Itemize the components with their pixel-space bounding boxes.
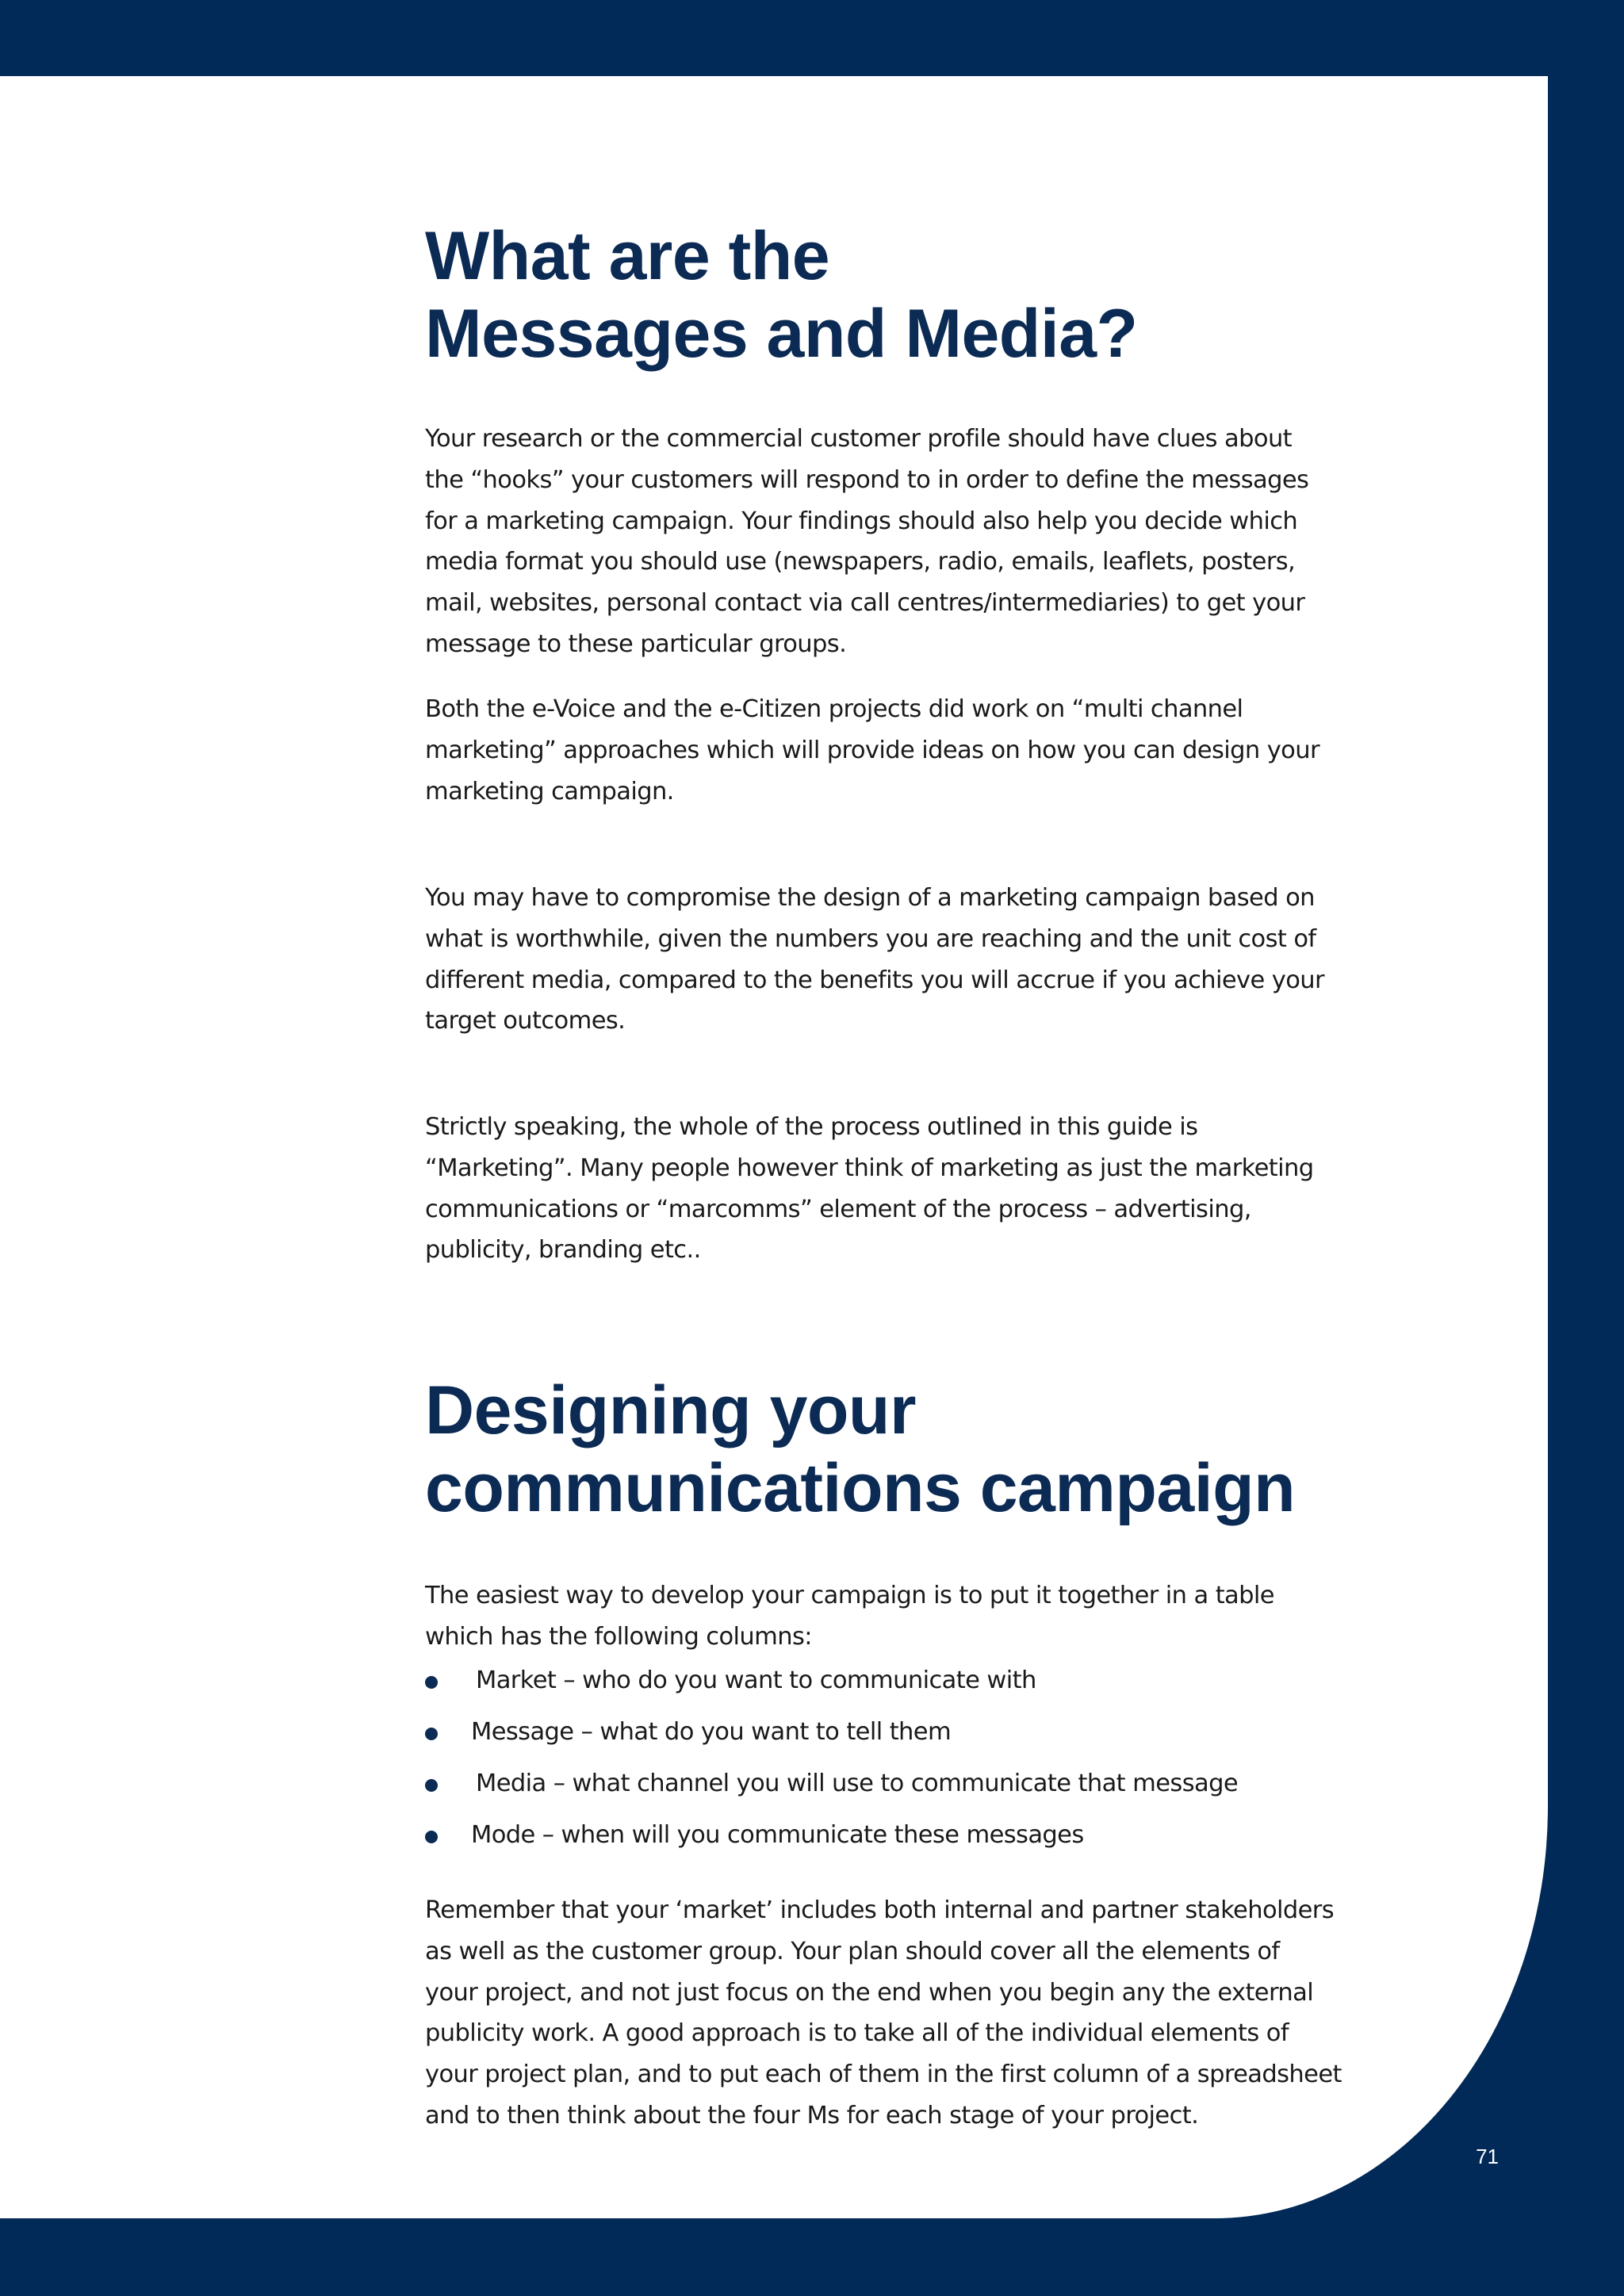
text-line: Your research or the commercial customer profile should have clues about bbox=[425, 425, 1293, 453]
heading-line: Designing your bbox=[425, 1372, 916, 1448]
list-item-text: Mode – when will you communicate these messages bbox=[471, 1821, 1084, 1849]
text-line: which has the following columns: bbox=[425, 1622, 812, 1651]
heading-line: Messages and Media? bbox=[425, 296, 1138, 372]
paragraph-market-stakeholders bbox=[425, 1890, 1342, 2137]
text-line: for a marketing campaign. Your findings should also help you decide which bbox=[425, 507, 1298, 535]
heading-line: communications campaign bbox=[425, 1450, 1296, 1526]
paragraph-marketing-definition bbox=[425, 1107, 1314, 1271]
bullet-icon bbox=[425, 1779, 438, 1792]
paragraph-research-hooks bbox=[425, 419, 1308, 665]
bullet-icon bbox=[425, 1676, 438, 1689]
text-line: your project, and not just focus on the end when you begin any the external bbox=[425, 1978, 1314, 2007]
text-line: marketing” approaches which will provide ideas on how you can design your bbox=[425, 736, 1320, 764]
heading-designing-campaign bbox=[425, 1372, 1295, 1527]
text-line: communications or “marcomms” element of the process – advertising, bbox=[425, 1195, 1251, 1223]
text-line: different media, compared to the benefits you will accrue if you achieve your bbox=[425, 966, 1324, 994]
text-line: “Marketing”. Many people however think of marketing as just the marketing bbox=[425, 1154, 1314, 1182]
text-line: marketing campaign. bbox=[425, 777, 674, 806]
list-item-text: Media – what channel you will use to communicate that message bbox=[476, 1770, 1239, 1797]
bullet-icon bbox=[425, 1728, 438, 1740]
text-line: Strictly speaking, the whole of the process outlined in this guide is bbox=[425, 1113, 1198, 1141]
text-line: the “hooks” your customers will respond to in order to define the messages bbox=[425, 465, 1309, 494]
paragraph-campaign-table-intro bbox=[425, 1575, 1274, 1658]
paragraph-multi-channel bbox=[425, 689, 1320, 812]
text-line: what is worthwhile, given the numbers you are reaching and the unit cost of bbox=[425, 924, 1316, 953]
bullet-icon bbox=[425, 1831, 438, 1843]
text-line: and to then think about the four Ms for each stage of your project. bbox=[425, 2101, 1199, 2130]
text-line: publicity work. A good approach is to take all of the individual elements of bbox=[425, 2019, 1289, 2048]
text-line: media format you should use (newspapers, radio, emails, leaflets, posters, bbox=[425, 548, 1296, 576]
text-line: Both the e-Voice and the e-Citizen projects did work on “multi channel bbox=[425, 695, 1243, 723]
heading-line: What are the bbox=[425, 218, 830, 294]
text-line: as well as the customer group. Your plan should cover all the elements of bbox=[425, 1937, 1280, 1965]
text-line: You may have to compromise the design of a marketing campaign based on bbox=[425, 884, 1315, 912]
text-line: Remember that your ‘market’ includes both internal and partner stakeholders bbox=[425, 1896, 1335, 1924]
text-line: target outcomes. bbox=[425, 1007, 626, 1035]
list-item-text: Market – who do you want to communicate with bbox=[476, 1667, 1036, 1694]
text-line: mail, websites, personal contact via call centres/intermediaries) to get your bbox=[425, 589, 1305, 618]
text-line: message to these particular groups. bbox=[425, 629, 847, 658]
heading-messages-and-media bbox=[425, 217, 1138, 373]
text-line: publicity, branding etc.. bbox=[425, 1236, 701, 1265]
text-line: your project plan, and to put each of them in the first column of a spreadsheet bbox=[425, 2061, 1342, 2089]
text-line: The easiest way to develop your campaign is to put it together in a table bbox=[425, 1582, 1274, 1609]
list-item-text: Message – what do you want to tell them bbox=[471, 1718, 952, 1746]
page-number: 71 bbox=[1476, 2145, 1499, 2168]
paragraph-compromise bbox=[425, 878, 1324, 1042]
